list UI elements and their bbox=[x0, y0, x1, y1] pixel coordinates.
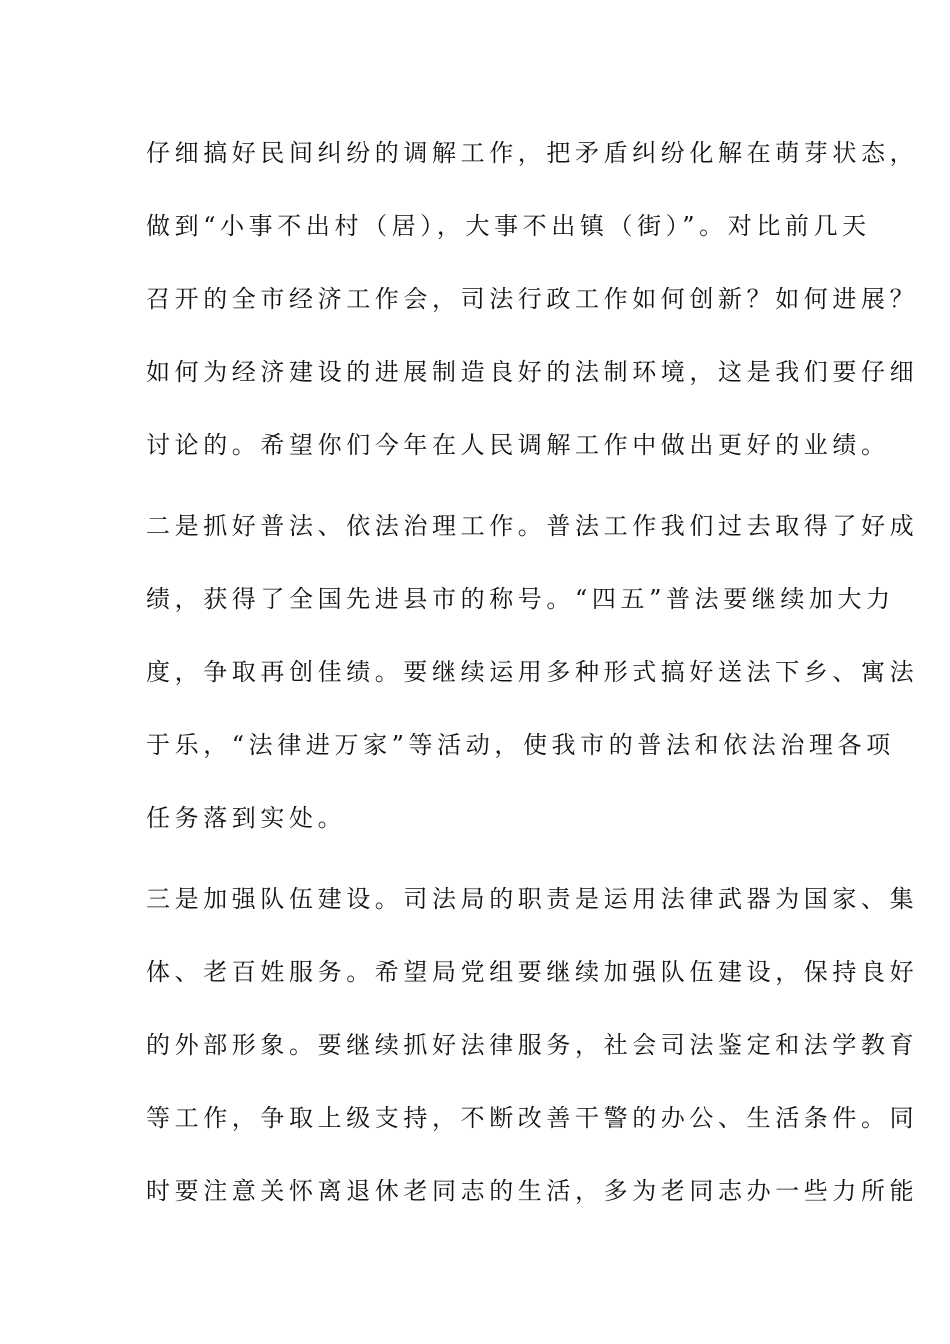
text-line: 召开的全市经济工作会，司法行政工作如何创新？如何进展？ bbox=[146, 285, 919, 313]
text-line: 绩，获得了全国先进县市的称号。“四五”普法要继续加大力 bbox=[146, 585, 895, 613]
text-line: 时要注意关怀离退休老同志的生活，多为老同志办一些力所能 bbox=[146, 1177, 919, 1205]
text-line: 度，争取再创佳绩。要继续运用多种形式搞好送法下乡、寓法 bbox=[146, 658, 919, 686]
text-line: 任务落到实处。 bbox=[146, 804, 347, 832]
text-line: 做到“小事不出村（居），大事不出镇（街）”。对比前几天 bbox=[146, 212, 871, 240]
text-line: 等工作，争取上级支持，不断改善干警的办公、生活条件。同 bbox=[146, 1104, 919, 1132]
text-line: 三是加强队伍建设。司法局的职责是运用法律武器为国家、集 bbox=[146, 885, 919, 913]
text-line: 如何为经济建设的进展制造良好的法制环境，这是我们要仔细 bbox=[146, 358, 919, 386]
text-line: 的外部形象。要继续抓好法律服务，社会司法鉴定和法学教育 bbox=[146, 1031, 919, 1059]
text-line: 体、老百姓服务。希望局党组要继续加强队伍建设，保持良好 bbox=[146, 958, 919, 986]
text-line: 于乐，“法律进万家”等活动，使我市的普法和依法治理各项 bbox=[146, 731, 895, 759]
text-line: 二是抓好普法、依法治理工作。普法工作我们过去取得了好成 bbox=[146, 512, 919, 540]
text-line: 仔细搞好民间纠纷的调解工作，把矛盾纠纷化解在萌芽状态， bbox=[146, 139, 919, 167]
text-line: 讨论的。希望你们今年在人民调解工作中做出更好的业绩。 bbox=[146, 431, 890, 459]
